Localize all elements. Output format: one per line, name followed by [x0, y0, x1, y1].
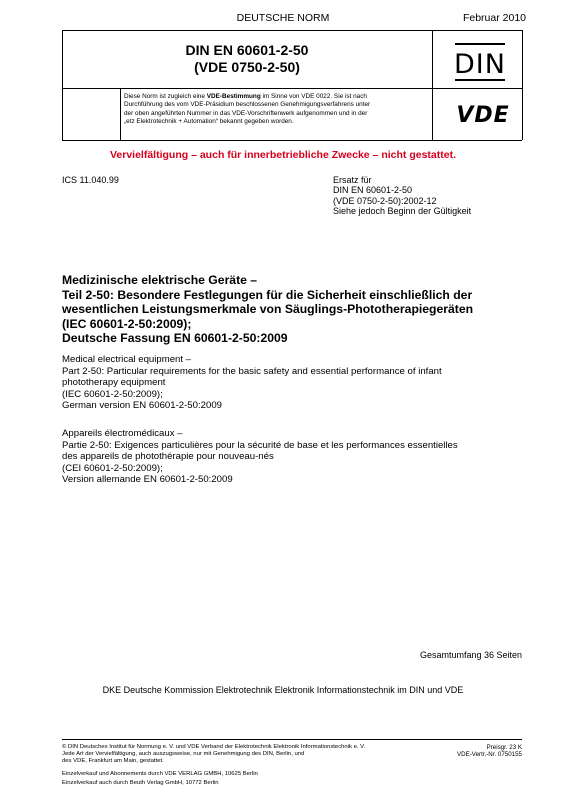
copyright-line: des VDE, Frankfurt am Main, gestattet. — [62, 758, 164, 765]
replacement-line4: Siehe jedoch Beginn der Gültigkeit — [333, 206, 472, 217]
ics-code: ICS 11.040.99 — [62, 175, 119, 185]
frame-note-divider — [120, 88, 121, 140]
vde-note-line4: „etz Elektrotechnik + Automation“ bekannt gegeben worden. — [124, 117, 294, 125]
vde-number: (VDE 0750-2-50) — [194, 59, 300, 75]
french-title-line: Partie 2-50: Exigences particulières pour la sécurité de base et les performances essentielles — [62, 439, 458, 451]
copyright-line: Jede Art der Vervielfältigung, auch auszugsweise, nur mit Genehmigung des DIN, Berlin, und — [62, 751, 305, 758]
german-title-line: wesentlichen Leistungsmerkmale von Säuglings-Phototherapiegeräten — [62, 302, 474, 317]
french-title-line: des appareils de photothérapie pour nouveau-nés — [62, 451, 274, 463]
replacement-line1: Ersatz für — [333, 175, 372, 185]
total-pages: Gesamtumfang 36 Seiten — [419, 650, 522, 660]
reproduction-warning: Vervielfältigung – auch für innerbetriebliche Zwecke – nicht gestattet. — [109, 149, 456, 161]
sales-line: Einzelverkauf auch durch Beuth Verlag GmbH, 10772 Berlin — [62, 779, 219, 786]
sales-info — [62, 770, 258, 787]
standard-number: DIN EN 60601-2-50 — [185, 42, 309, 58]
copyright-notice — [62, 744, 422, 766]
german-title — [62, 273, 522, 346]
frame-right-rule — [522, 30, 523, 140]
german-title-line: Teil 2-50: Besondere Festlegungen für die Sicherheit einschließlich der — [62, 287, 473, 302]
standard-number-block — [62, 42, 432, 76]
copyright-line: © DIN Deutsches Institut für Normung e. V. und VDE Verband der Elektrotechnik Elektronik Informationstechnik e. V. — [62, 744, 366, 750]
sales-line: Einzelverkauf und Abonnements durch VDE VERLAG GMBH, 10625 Berlin — [62, 771, 258, 777]
german-title-line: Deutsche Fassung EN 60601-2-50:2009 — [62, 331, 288, 346]
vde-note-bold: VDE-Bestimmung — [206, 93, 261, 100]
price-group: Preisgr. 23 K — [486, 744, 522, 751]
replacement-line2: DIN EN 60601-2-50 — [333, 185, 413, 196]
frame-top-rule — [62, 30, 522, 31]
english-title — [62, 354, 522, 412]
german-title-line: (IEC 60601-2-50:2009); — [62, 316, 192, 331]
vde-order-number: VDE-Vertr.-Nr. 0750155 — [457, 751, 522, 759]
din-logo-text: DIN — [454, 49, 506, 80]
french-title-line: Appareils électromédicaux – — [62, 428, 183, 439]
din-logo-graphic — [449, 38, 511, 86]
vde-determination-note — [124, 93, 430, 126]
english-title-line: (IEC 60601-2-50:2009); — [62, 388, 163, 400]
english-title-line: Medical electrical equipment – — [62, 354, 192, 365]
english-title-line: phototherapy equipment — [62, 377, 166, 389]
vde-logo-graphic — [447, 99, 519, 129]
replacement-info — [333, 175, 471, 217]
publication-date: Februar 2010 — [462, 12, 526, 24]
vde-note-line1-rest: im Sinne von VDE 0022. Sie ist nach — [260, 93, 367, 100]
footer-rule — [62, 739, 522, 740]
document-type: DEUTSCHE NORM — [236, 12, 330, 24]
frame-logo-divider — [432, 30, 433, 140]
french-title-line: (CEI 60601-2-50:2009); — [62, 462, 163, 474]
french-title — [62, 428, 532, 486]
vde-note-line2: Durchführung des vom VDE-Präsidium beschlossenen Genehmigungsverfahrens unter — [124, 101, 371, 109]
english-title-line: Part 2-50: Particular requirements for the basic safety and essential performance of infant — [62, 365, 442, 377]
french-title-line: Version allemande EN 60601-2-50:2009 — [62, 474, 233, 486]
vde-note-line3: der oben angeführten Nummer in das VDE-Vorschriftenwerk aufgenommen und in der — [124, 109, 368, 117]
vde-note-prefix: Diese Norm ist zugleich eine — [124, 93, 207, 100]
frame-bottom-rule — [62, 140, 522, 141]
english-title-line: German version EN 60601-2-50:2009 — [62, 400, 222, 412]
vde-logo — [447, 99, 519, 129]
din-logo — [449, 38, 511, 86]
replacement-line3: (VDE 0750-2-50):2002-12 — [333, 195, 437, 206]
vde-logo-text: VDE — [456, 103, 510, 128]
frame-middle-rule — [62, 88, 522, 89]
dke-commission: DKE Deutsche Kommission Elektrotechnik Elektronik Informationstechnik im DIN und VDE — [102, 685, 464, 695]
price-info — [432, 744, 522, 758]
german-title-line: Medizinische elektrische Geräte – — [62, 273, 258, 287]
